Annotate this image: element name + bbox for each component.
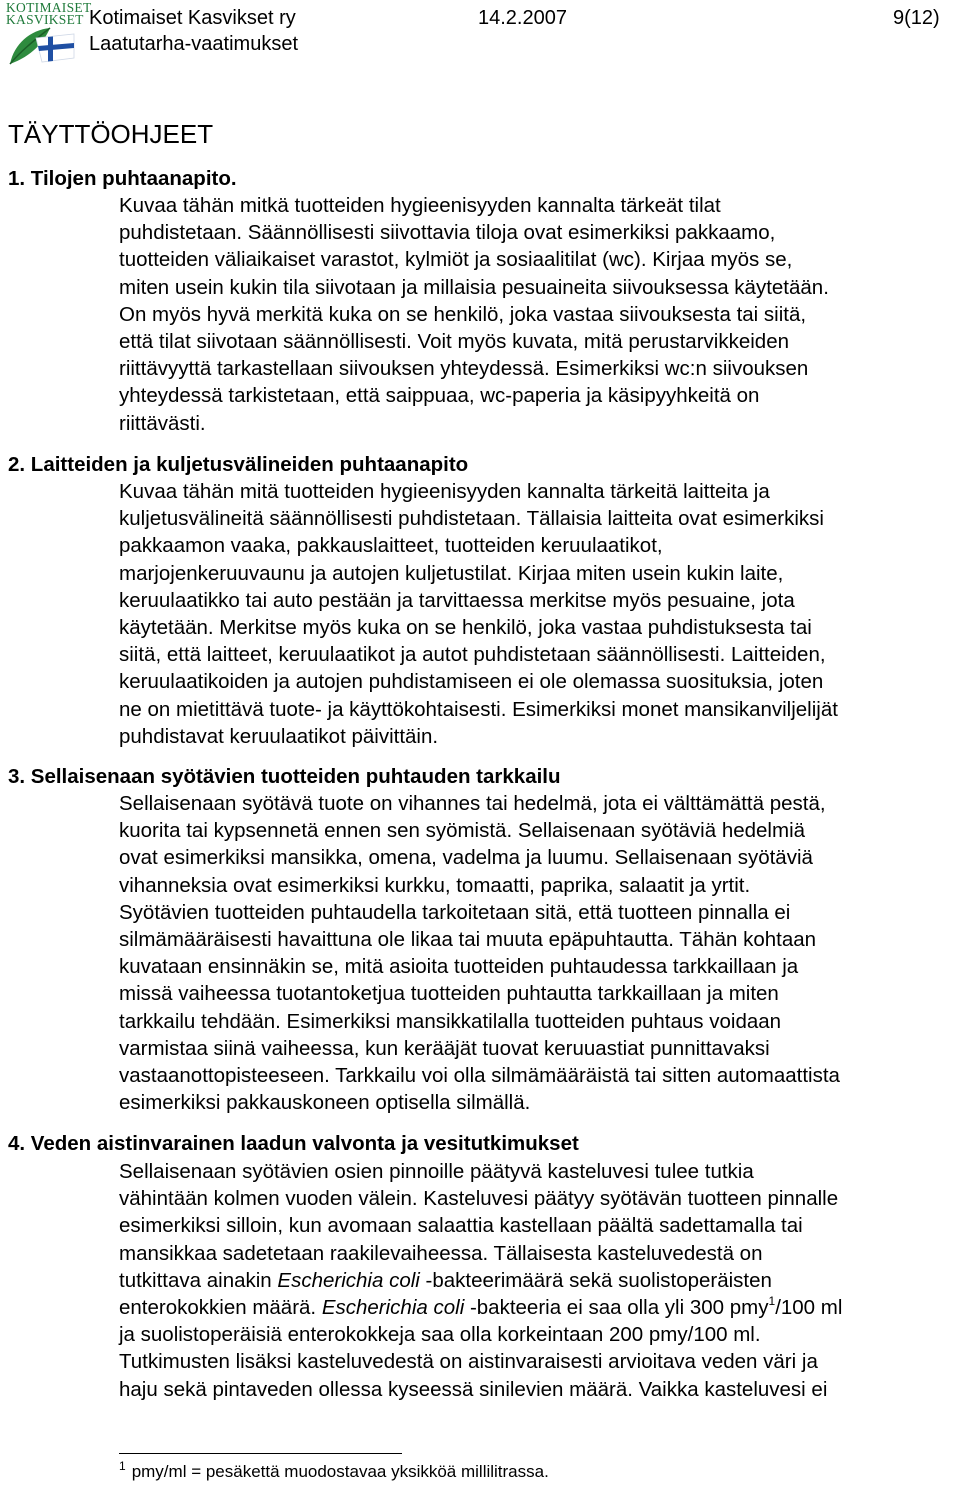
text-line: [119, 1267, 960, 1294]
text-line: tuotteiden väliaikaiset varastot, kylmiöt ja sosiaalitilat (wc). Kirjaa myös se,: [119, 248, 793, 272]
text-line: missä vaiheessa tuotantoketjua tuotteiden puhtautta tarkkaillaan ja miten: [119, 982, 779, 1006]
section-3-body: [119, 790, 960, 1116]
text-line: Sellaisenaan syötävä tuote on vihannes tai hedelmä, jota ei välttämättä pestä,: [119, 792, 826, 815]
text-line: käytetään. Merkitse myös kuka on se henkilö, joka vastaa puhdistuksesta tai: [119, 616, 812, 640]
text-line: [119, 1294, 960, 1321]
text-line: kuorita tai kypsennetä ennen sen syömistä. Sellaisenaan syötäviä hedelmiä: [119, 819, 806, 843]
text-line: Kuvaa tähän mitä tuotteiden hygieenisyyden kannalta tärkeitä laitteita ja: [119, 480, 770, 503]
text-line: yhteydessä tarkistetaan, että saippuaa, wc-paperia ja käsipyyhkeitä on: [119, 384, 760, 408]
text-line: Kuvaa tähän mitkä tuotteiden hygieenisyyden kannalta tärkeät tilat: [119, 194, 721, 217]
text-line: pakkaamon vaaka, pakkauslaitteet, tuotteiden keruulaatikot,: [119, 534, 663, 558]
text-line: Tutkimusten lisäksi kasteluvedestä on aistinvaraisesti arvioitava veden väri ja: [119, 1350, 818, 1374]
header-organization: Kotimaiset Kasvikset ry: [89, 7, 296, 29]
text-line: puhdistetaan. Säännöllisesti siivottavia tiloja ovat esimerkiksi pakkaamo,: [119, 221, 776, 245]
section-4-body: [119, 1158, 960, 1403]
text-line: ne on mietittävä tuote- ja käyttökohtaisesti. Esimerkiksi monet mansikanviljelijät: [119, 697, 838, 721]
section-4-heading: 4. Veden aistinvarainen laadun valvonta ja vesitutkimukset: [8, 1132, 579, 1155]
text-line: puhdistavat keruulaatikot päivittäin.: [119, 724, 439, 748]
leaf-flag-icon: [6, 24, 78, 70]
text-line: ovat esimerkiksi mansikka, omena, vadelma ja luumu. Sellaisenaan syötäviä: [119, 846, 813, 870]
logo-text: KOTIMAISET KASVIKSET: [6, 0, 92, 27]
header-document-name: Laatutarha-vaatimukset: [89, 33, 299, 55]
text-line: keruulaatikoiden ja autojen puhdistamiseen ei ole olemassa suosituksia, joten: [119, 670, 824, 694]
section-2-body: [119, 478, 960, 750]
text-line: Syötävien tuotteiden puhtaudella tarkoitetaan sitä, että tuotteen pinnalla ei: [119, 900, 791, 924]
text-line: silmämääräisesti havaittuna ole likaa tai muuta epäpuhtautta. Tähän kohtaan: [119, 928, 817, 952]
text-line: kuvataan ensinnäkin se, mitä asioita tuotteiden puhtaudessa tarkkaillaan ja: [119, 955, 799, 979]
text-line: esimerkiksi silloin, kun avomaan salaattia kastellaan päältä sadettamalla tai: [119, 1214, 803, 1238]
text-line: miten usein kukin tila siivotaan ja millaisia pesuaineita siivouksessa käytetään.: [119, 275, 829, 299]
footnote: [119, 1459, 549, 1483]
text-run: -bakteeria ei saa olla yli 300 pmy: [464, 1296, 769, 1320]
text-line: vihanneksia ovat esimerkiksi kurkku, tomaatti, paprika, salaatit ja yrtit.: [119, 873, 751, 897]
text-line: marjojenkeruuvaunu ja autojen kuljetustilat. Kirjaa miten usein kukin laite,: [119, 561, 784, 585]
text-line: esimerkiksi pakkauskoneen optisella silmällä.: [119, 1091, 531, 1115]
text-line: Sellaisenaan syötävien osien pinnoille päätyvä kasteluvesi tulee tutkia: [119, 1160, 754, 1183]
text-run: enterokokkien määrä.: [119, 1296, 322, 1320]
section-1-body: [119, 192, 960, 437]
text-line: tarkkailu tehdään. Esimerkiksi mansikkatilalla tuotteiden puhtaus voidaan: [119, 1009, 782, 1033]
footnote-reference: 1: [768, 1294, 776, 1309]
text-line: kuljetusvälineitä säännöllisesti puhdistetaan. Tällaisia laitteita ovat esimerkiksi: [119, 507, 824, 531]
page-title: TÄYTTÖOHJEET: [8, 119, 214, 149]
text-line: että tilat siivotaan säännöllisesti. Voit myös kuvata, mitä perustarvikkeiden: [119, 330, 789, 354]
text-line: keruulaatikko tai auto pestään ja tarvittaessa merkitse myös pesuaine, jota: [119, 588, 795, 612]
header-page-number: 9(12): [893, 7, 940, 29]
text-line: vähintään kolmen vuoden välein. Kasteluvesi päätyy syötävän tuotteen pinnalle: [119, 1187, 839, 1211]
text-line: mansikkaa sadetetaan raakilevaiheessa. Tällaisesta kasteluvedestä on: [119, 1241, 763, 1265]
text-line: siitä, että laitteet, keruulaatikot ja autot puhdistetaan säännöllisesti. Laitteiden,: [119, 643, 826, 667]
species-name: Escherichia coli: [277, 1268, 420, 1292]
species-name: Escherichia coli: [321, 1296, 465, 1320]
footnote-separator: [119, 1453, 402, 1454]
text-line: riittävästi.: [119, 411, 206, 435]
section-2-heading: 2. Laitteiden ja kuljetusvälineiden puhtaanapito: [8, 453, 469, 476]
text-line: On myös hyvä merkitä kuka on se henkilö, joka vastaa siivouksesta tai siitä,: [119, 302, 807, 326]
header-date: 14.2.2007: [478, 7, 567, 29]
text-run: tutkittava ainakin: [119, 1268, 278, 1292]
footnote-mark: 1: [119, 1459, 126, 1473]
text-line: ja suolistoperäisiä enterokokkeja saa olla korkeintaan 200 pmy/100 ml.: [119, 1323, 761, 1347]
organization-logo: [6, 0, 92, 70]
footnote-text: pmy/ml = pesäkettä muodostavaa yksikköä millilitrassa.: [131, 1462, 549, 1481]
text-line: varmistaa siinä vaiheessa, kun kerääjät tuovat keruuastiat punnittavaksi: [119, 1036, 770, 1060]
text-line: haju sekä pintaveden ollessa kyseessä sinilevien määrä. Vaikka kasteluvesi ei: [119, 1377, 828, 1401]
section-1-heading: 1. Tilojen puhtaanapito.: [8, 167, 237, 190]
section-3-heading: 3. Sellaisenaan syötävien tuotteiden puhtauden tarkkailu: [8, 765, 561, 788]
text-line: riittävyyttä tarkastellaan siivouksen yhteydessä. Esimerkiksi wc:n siivouksen: [119, 357, 809, 381]
text-line: vastaanottopisteeseen. Tarkkailu voi olla silmämääräistä tai sitten automaattista: [119, 1064, 840, 1088]
text-run: -bakteerimäärä sekä suolistoperäisten: [419, 1268, 772, 1292]
text-run: /100 ml: [775, 1296, 843, 1320]
